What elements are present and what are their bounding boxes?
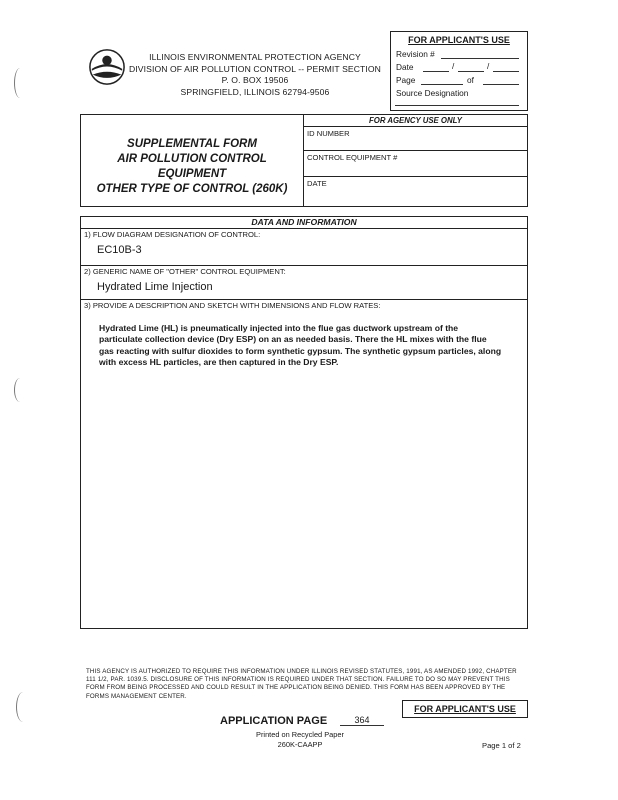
description-answer[interactable]: Hydrated Lime (HL) is pneumatically injected into the flue gas ductwork upstream of the particulate collection device (Dry ESP) on an as needed basis. There the HL mixes with the flue gas reacting with sulfur dioxides to form synthetic gypsum. The synthetic gypsum particles, along with excess HL particles, are then captured in the Dry ESP. — [99, 323, 502, 368]
date-month-field[interactable] — [423, 71, 449, 72]
source-designation-field[interactable] — [395, 105, 519, 106]
recycled-paper-note: Printed on Recycled Paper — [256, 730, 344, 739]
data-information-box — [80, 216, 528, 629]
form-title-line: SUPPLEMENTAL FORM — [127, 138, 257, 150]
date-day-field[interactable] — [458, 71, 484, 72]
scan-mark — [14, 378, 26, 402]
revision-label: Revision # — [396, 49, 435, 59]
application-page-label: APPLICATION PAGE — [220, 715, 328, 727]
id-number-field[interactable] — [304, 127, 527, 151]
page-total-field[interactable] — [483, 84, 519, 85]
printed-note — [240, 730, 360, 749]
date-separator: / — [452, 61, 455, 71]
agency-use-header: FOR AGENCY USE ONLY — [304, 115, 527, 127]
applicant-use-header: FOR APPLICANT'S USE — [408, 35, 510, 45]
description-section — [81, 300, 527, 369]
page-of-label: of — [467, 75, 474, 85]
applicant-use-box — [390, 31, 528, 111]
control-equipment-field[interactable] — [304, 151, 527, 177]
page-number-field[interactable] — [421, 84, 463, 85]
legal-disclosure: THIS AGENCY IS AUTHORIZED TO REQUIRE THIS INFORMATION UNDER ILLINOIS REVISED STATUTES, 1991, AS AMENDED 1992, CHAPTER 111 1/2, PAR. 1039.5. DISCLOSURE OF THIS INFORMATION IS REQUIRED UNDER THAT SECTION. FAILURE TO DO SO MAY PREVENT THIS FORM FROM BEING PROCESSED AND COULD RESULT IN THE APPLICATION BEING DENIED. THIS FORM HAS BEEN APPROVED BY THE FORMS MANAGEMENT CENTER. — [86, 668, 517, 700]
form-code: 260K-CAAPP — [277, 739, 323, 749]
date-separator: / — [487, 61, 490, 71]
form-header-box — [80, 114, 528, 207]
generic-name-section — [81, 266, 527, 300]
agency-date-label: DATE — [307, 179, 327, 188]
generic-name-answer[interactable]: Hydrated Lime Injection — [97, 281, 213, 293]
agency-name: ILLINOIS ENVIRONMENTAL PROTECTION AGENCY — [149, 52, 361, 62]
revision-field[interactable] — [441, 58, 519, 59]
page-label: Page — [396, 75, 416, 85]
form-title-line: EQUIPMENT — [157, 168, 227, 180]
id-number-label: ID NUMBER — [307, 129, 350, 138]
date-year-field[interactable] — [493, 71, 519, 72]
data-information-header: DATA AND INFORMATION — [81, 217, 527, 229]
page-count: Page 1 of 2 — [482, 741, 521, 750]
control-equipment-label: CONTROL EQUIPMENT # — [307, 153, 398, 162]
form-title-line: AIR POLLUTION CONTROL — [117, 153, 267, 165]
scan-mark — [14, 68, 26, 98]
scan-mark — [16, 692, 30, 722]
agency-header — [126, 52, 384, 98]
form-title — [81, 137, 303, 197]
flow-diagram-section — [81, 229, 527, 266]
city-state-zip: SPRINGFIELD, ILLINOIS 62794-9506 — [180, 86, 330, 97]
applicant-use-box-bottom: FOR APPLICANT'S USE — [402, 700, 528, 718]
agency-date-field[interactable] — [304, 177, 527, 205]
agency-use-section — [303, 115, 527, 206]
flow-diagram-answer[interactable]: EC10B-3 — [97, 244, 142, 256]
date-label: Date — [396, 62, 414, 72]
form-title-line: OTHER TYPE OF CONTROL (260K) — [96, 183, 288, 195]
division-name: DIVISION OF AIR POLLUTION CONTROL -- PERMIT SECTION — [129, 63, 381, 74]
generic-name-question: 2) GENERIC NAME OF "OTHER" CONTROL EQUIPMENT: — [84, 267, 286, 276]
flow-diagram-question: 1) FLOW DIAGRAM DESIGNATION OF CONTROL: — [84, 230, 261, 239]
source-designation-label: Source Designation — [396, 88, 469, 98]
application-page-number[interactable]: 364 — [340, 715, 384, 726]
po-box: P. O. BOX 19506 — [221, 75, 289, 85]
description-question: 3) PROVIDE A DESCRIPTION AND SKETCH WITH DIMENSIONS AND FLOW RATES: — [84, 301, 381, 310]
illinois-epa-logo-icon — [88, 48, 126, 86]
